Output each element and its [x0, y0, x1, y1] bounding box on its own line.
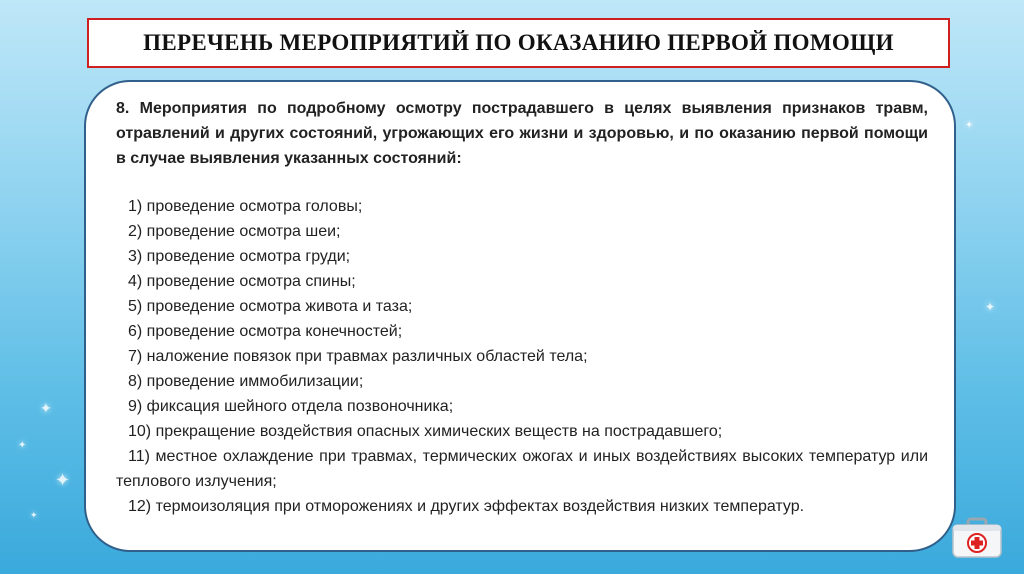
sparkle-icon: ✦ — [55, 470, 71, 490]
page-title: ПЕРЕЧЕНЬ МЕРОПРИЯТИЙ ПО ОКАЗАНИЮ ПЕРВОЙ ПОМОЩИ — [143, 30, 894, 55]
title-box — [87, 18, 950, 68]
list-item: 7) наложение повязок при травмах различных областей тела; — [128, 348, 588, 365]
list-item: 8) проведение иммобилизации; — [128, 373, 364, 390]
list-item: 12) термоизоляция при отморожениях и других эффектах воздействия низких температур. — [128, 498, 805, 515]
first-aid-kit-icon — [951, 517, 1003, 559]
list-item: 1) проведение осмотра головы; — [128, 198, 363, 215]
sparkle-icon: ✦ — [30, 510, 38, 520]
list-item: 4) проведение осмотра спины; — [128, 273, 356, 290]
measures-list — [116, 194, 928, 519]
list-item: 3) проведение осмотра груди; — [128, 248, 351, 265]
list-item: 2) проведение осмотра шеи; — [128, 223, 341, 240]
section-heading: 8. Мероприятия по подробному осмотру пострадавшего в целях выявления признаков травм, отравлений и других состояний, угрожающих его жизни и здоровью, и по оказанию первой помощи в случае выявления указанных состояний: — [116, 100, 928, 167]
list-item: 11) местное охлаждение при травмах, термических ожогах и иных воздействиях высоких температур или теплового излучения; — [116, 448, 928, 490]
content-panel — [84, 80, 956, 552]
list-item: 5) проведение осмотра живота и таза; — [128, 298, 413, 315]
sparkle-icon: ✦ — [18, 440, 27, 451]
list-item: 6) проведение осмотра конечностей; — [128, 323, 403, 340]
list-item: 9) фиксация шейного отдела позвоночника; — [128, 398, 454, 415]
sparkle-icon: ✦ — [965, 120, 974, 131]
sparkle-icon: ✦ — [985, 300, 996, 314]
list-item: 10) прекращение воздействия опасных химических веществ на пострадавшего; — [128, 423, 723, 440]
sparkle-icon: ✦ — [40, 400, 52, 416]
